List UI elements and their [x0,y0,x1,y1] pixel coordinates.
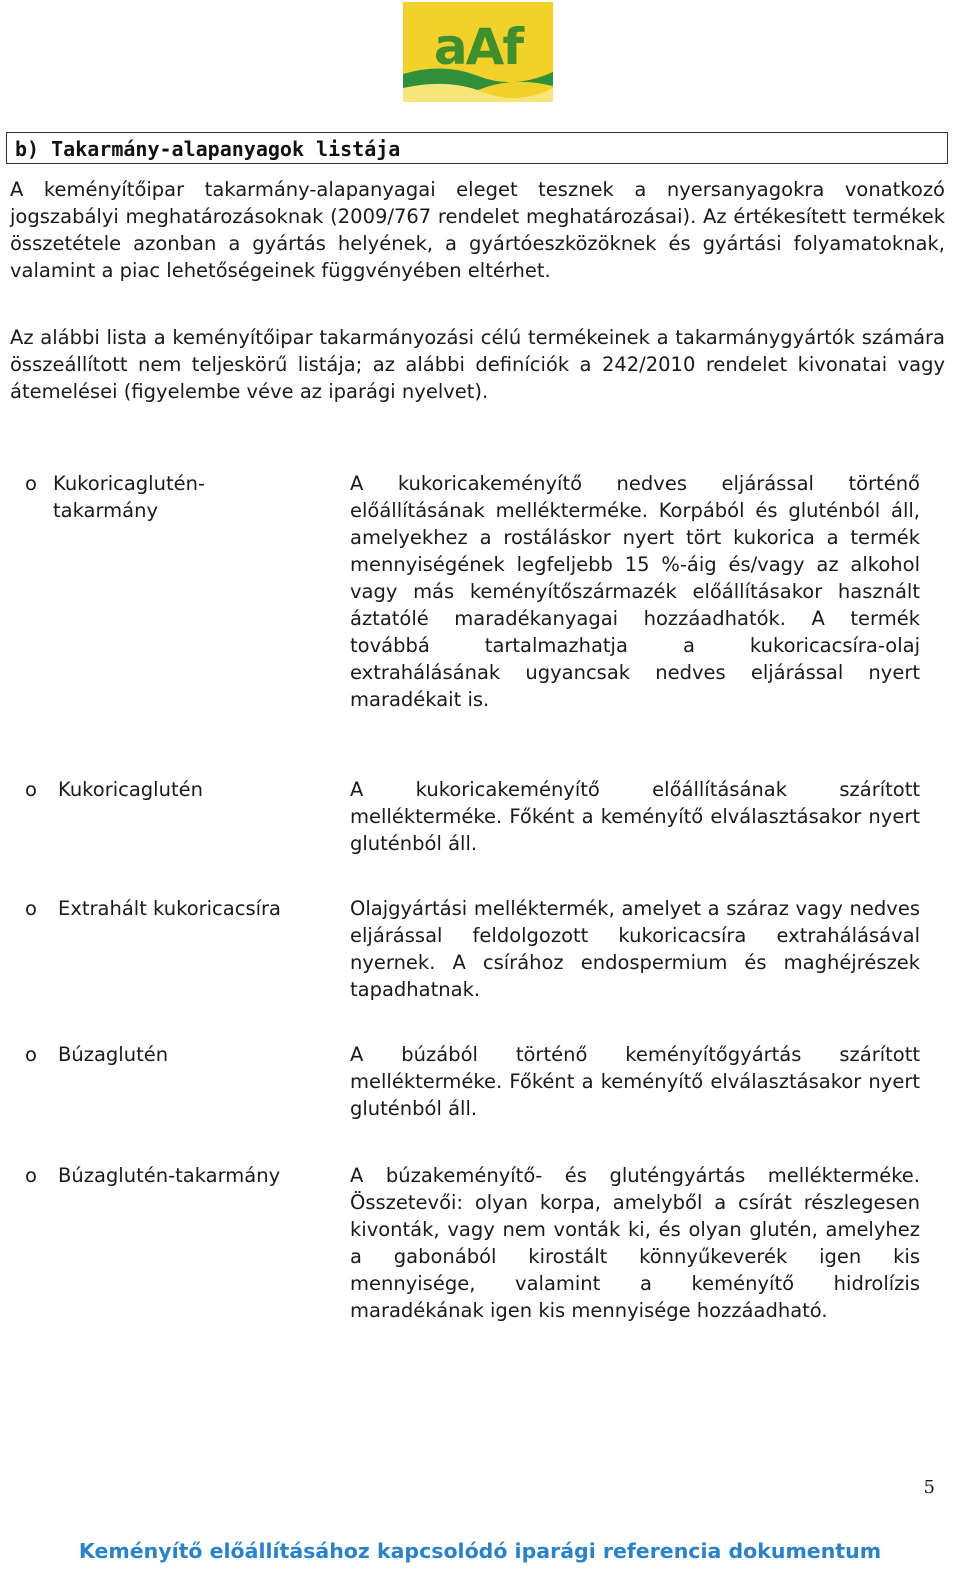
term-label: Extrahált kukoricacsíra [58,897,281,920]
intro-paragraph: A keményítőipar takarmány-alapanyagai eleget tesznek a nyersanyagokra vonatkozó jogszabályi meghatározásoknak (2009/767 rendelet meghatározásai). Az értékesített termékek összetétele azonban a gyártás helyének, a gyártóeszközöknek és gyártási folyamatoknak, valamint a piac lehetőségeinek függvényében eltérhet. [10,178,945,282]
term-definition: A búzából történő keményítőgyártás szárított mellékterméke. Főként a keményítő elválasztásakor nyert gluténból áll. [350,1043,920,1120]
bullet-icon: o [25,472,37,495]
bullet-icon: o [25,778,37,801]
svg-text:aAf: aAf [433,18,523,76]
section-heading-box [6,132,948,164]
bullet-icon: o [25,1043,37,1066]
term-definition: Olajgyártási melléktermék, amelyet a száraz vagy nedves eljárással feldolgozott kukoricacsíra extrahálásával nyernek. A csírához endospermium és maghéjrészek tapadhatnak. [350,897,920,1001]
term-label: Kukoricaglutén [58,778,203,801]
aaf-logo-graphic [403,2,553,102]
term-label: Búzaglutén [58,1043,169,1066]
list-intro-paragraph: Az alábbi lista a keményítőipar takarmányozási célú termékeinek a takarmánygyártók számára összeállított nem teljeskörű listája; az alábbi definíciók a 242/2010 rendelet kivonatai vagy átemelései (figyelembe véve az iparági nyelvet). [10,326,945,403]
term-label: Búzaglutén-takarmány [58,1164,281,1187]
term-definition: A búzakeményítő- és gluténgyártás mellékterméke. Összetevői: olyan korpa, amelyből a csírát részlegesen kivonták, vagy nem vonták ki, és olyan glutén, amelyhez a gabonából kirostált könnyűkeverék igen kis mennyisége, valamint a keményítő hidrolízis maradékának igen kis mennyisége hozzáadható. [350,1164,920,1322]
term-definition: A kukoricakeményítő nedves eljárással történő előállításának mellékterméke. Korpából és gluténból áll, amelyekhez a rostáláskor nyert tört kukorica a termék mennyiségének legfeljebb 15 %-áig és/vagy az alkohol vagy más keményítőszármazék előállításakor használt áztatólé maradékanyagai hozzáadhatók. A termék továbbá tartalmazhatja a kukoricacsíra-olaj extrahálásának ugyancsak nedves eljárással nyert maradékait is. [350,472,920,711]
page-number: 5 [923,1477,935,1498]
bullet-icon: o [25,897,37,920]
footer-title: Keményítő előállításához kapcsolódó iparági referencia dokumentum [78,1539,882,1563]
term-label: Kukoricaglutén-takarmány [53,472,206,522]
term-definition: A kukoricakeményítő előállításának szárított mellékterméke. Főként a keményítő elválasztásakor nyert gluténból áll. [350,778,920,855]
section-title: b) Takarmány-alapanyagok listája [15,137,401,161]
bullet-icon: o [25,1164,37,1187]
aaf-logo [403,2,553,102]
